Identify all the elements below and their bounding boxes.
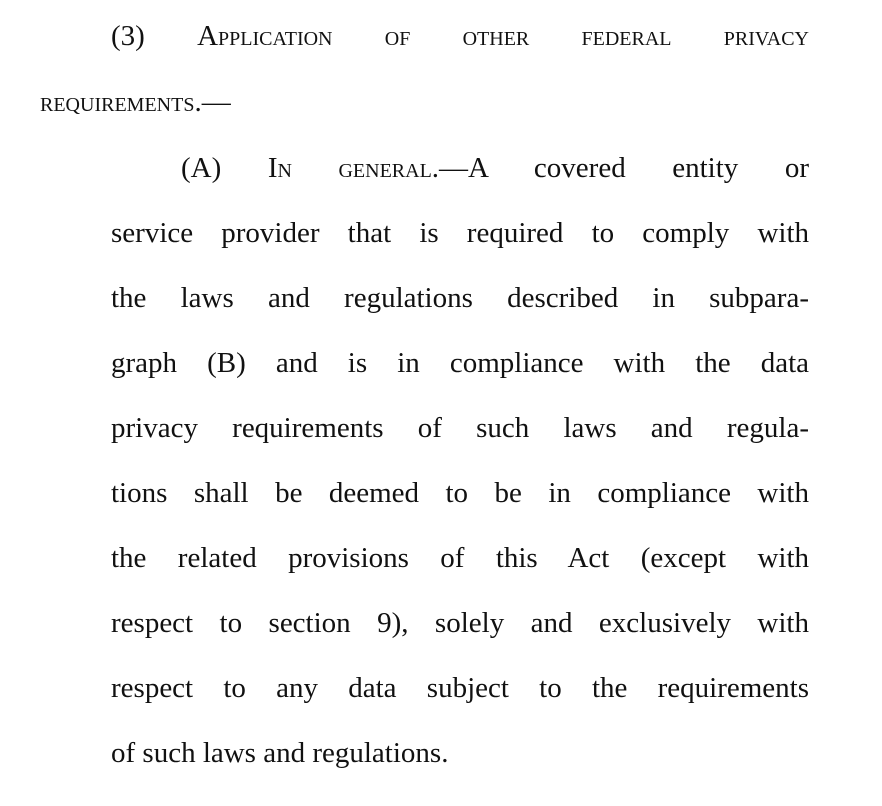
body-line: graph (B) and is in compliance with the data bbox=[111, 347, 809, 379]
subparagraph-heading: In general.— bbox=[267, 152, 469, 184]
paragraph-title-line-1: Application of other federal privacy bbox=[197, 20, 809, 52]
subparagraph-label: (A) bbox=[181, 152, 222, 184]
body-line-last: of such laws and regulations. bbox=[111, 737, 449, 769]
paragraph-title-line-2: requirements.— bbox=[40, 86, 231, 118]
body-line: respect to section 9), solely and exclusively with bbox=[111, 607, 809, 639]
body-line: service provider that is required to comply with bbox=[111, 217, 809, 249]
subparagraph-first-line-text: A covered entity or bbox=[468, 152, 809, 184]
body-line: privacy requirements of such laws and regula- bbox=[111, 412, 809, 444]
body-line: the related provisions of this Act (except with bbox=[111, 542, 809, 574]
body-line: the laws and regulations described in subpara- bbox=[111, 282, 809, 314]
body-line: tions shall be deemed to be in compliance with bbox=[111, 477, 809, 509]
body-line: respect to any data subject to the requirements bbox=[111, 672, 809, 704]
subparagraph-a-first-line bbox=[181, 150, 809, 186]
paragraph-3-heading bbox=[111, 18, 809, 54]
paragraph-number: (3) bbox=[111, 20, 145, 52]
